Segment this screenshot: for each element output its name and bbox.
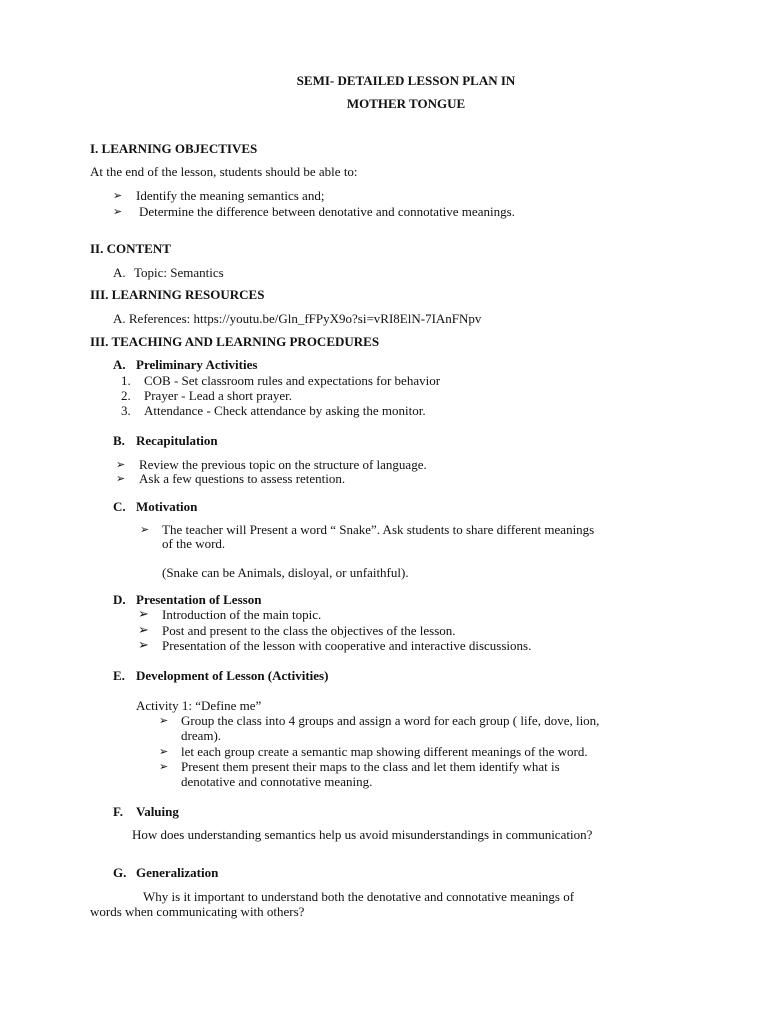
development-item1-line1: Group the class into 4 groups and assign a word for each group ( life, dove, lion, [181, 713, 600, 728]
presentation-item: Introduction of the main topic. [162, 607, 322, 622]
arrow-bullet-icon: ➢ [138, 638, 149, 653]
generalization-line1: Why is it important to understand both the denotative and connotative meanings of [143, 889, 575, 904]
arrow-bullet-icon: ➢ [138, 607, 149, 622]
arrow-bullet-icon: ➢ [113, 205, 123, 218]
arrow-bullet-icon: ➢ [116, 458, 126, 471]
preliminary-heading: Preliminary Activities [136, 357, 258, 372]
list-number: 2. [121, 388, 131, 403]
development-item2: let each group create a semantic map showing different meanings of the word. [181, 744, 588, 759]
arrow-bullet-icon: ➢ [159, 760, 169, 773]
valuing-text: How does understanding semantics help us avoid misunderstandings in communication? [132, 827, 593, 842]
motivation-item-line1: The teacher will Present a word “ Snake”. Ask students to share different meanings [162, 522, 595, 537]
presentation-item: Post and present to the class the objectives of the lesson. [162, 623, 456, 638]
resources-heading: III. LEARNING RESOURCES [90, 287, 265, 302]
list-number: 3. [121, 403, 131, 418]
arrow-bullet-icon: ➢ [138, 623, 149, 638]
recap-item: Ask a few questions to assess retention. [139, 471, 346, 486]
doc-title-line1: SEMI- DETAILED LESSON PLAN IN [296, 73, 516, 88]
content-topic: Topic: Semantics [134, 265, 224, 280]
resources-references: A. References: https://youtu.be/Gln_fFPyX9o?si=vRI8ElN-7IAnFNpv [113, 311, 482, 326]
objectives-heading: I. LEARNING OBJECTIVES [90, 141, 258, 156]
development-activity: Activity 1: “Define me” [136, 698, 262, 713]
procedures-heading: III. TEACHING AND LEARNING PROCEDURES [90, 334, 380, 349]
arrow-bullet-icon: ➢ [116, 472, 126, 485]
generalization-marker: G. [113, 865, 127, 880]
objective-item: Determine the difference between denotative and connotative meanings. [139, 204, 515, 219]
presentation-heading: Presentation of Lesson [136, 592, 262, 607]
recap-item: Review the previous topic on the structure of language. [139, 457, 427, 472]
arrow-bullet-icon: ➢ [113, 189, 123, 202]
preliminary-item: Attendance - Check attendance by asking the monitor. [144, 403, 426, 418]
motivation-heading: Motivation [136, 499, 198, 514]
motivation-note: (Snake can be Animals, disloyal, or unfaithful). [162, 565, 409, 580]
development-item3-line1: Present them present their maps to the class and let them identify what is [181, 759, 560, 774]
valuing-marker: F. [113, 804, 123, 819]
preliminary-item: COB - Set classroom rules and expectations for behavior [144, 373, 441, 388]
arrow-bullet-icon: ➢ [159, 745, 169, 758]
generalization-line2: words when communicating with others? [90, 904, 305, 919]
valuing-heading: Valuing [136, 804, 179, 819]
doc-title-line2: MOTHER TONGUE [346, 96, 466, 111]
motivation-marker: C. [113, 499, 126, 514]
development-heading: Development of Lesson (Activities) [136, 668, 329, 683]
motivation-item-line2: of the word. [162, 536, 226, 551]
development-item3-line2: denotative and connotative meaning. [181, 774, 373, 789]
generalization-heading: Generalization [136, 865, 219, 880]
preliminary-marker: A. [113, 357, 126, 372]
arrow-bullet-icon: ➢ [159, 714, 169, 727]
presentation-marker: D. [113, 592, 126, 607]
objective-item: Identify the meaning semantics and; [136, 188, 325, 203]
recap-heading: Recapitulation [136, 433, 218, 448]
presentation-item: Presentation of the lesson with cooperative and interactive discussions. [162, 638, 532, 653]
content-heading: II. CONTENT [90, 241, 171, 256]
development-item1-line2: dream). [181, 728, 222, 743]
preliminary-item: Prayer - Lead a short prayer. [144, 388, 292, 403]
objectives-intro: At the end of the lesson, students should be able to: [90, 164, 358, 179]
arrow-bullet-icon: ➢ [140, 523, 150, 536]
list-number: 1. [121, 373, 131, 388]
recap-marker: B. [113, 433, 125, 448]
development-marker: E. [113, 668, 125, 683]
content-topic-marker: A. [113, 265, 126, 280]
